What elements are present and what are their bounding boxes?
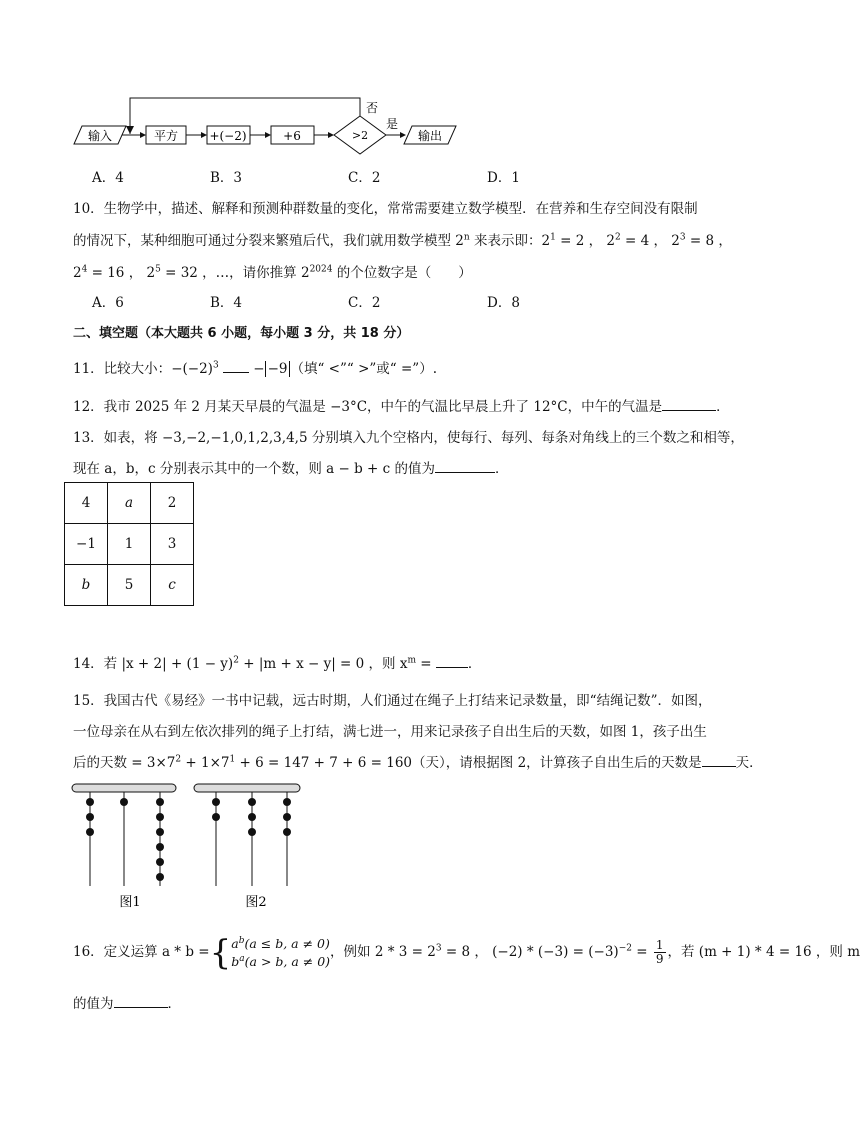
q10-exp-n: n	[463, 232, 470, 243]
q10-text: 来表示即：2	[469, 233, 551, 249]
q16-exp: 3	[435, 943, 442, 954]
q14-end: ．	[467, 656, 482, 672]
q15-line3	[73, 751, 763, 771]
table-row	[65, 524, 194, 565]
table-cell: a	[108, 483, 151, 524]
table-row	[65, 565, 194, 606]
q10-line2	[73, 229, 732, 249]
knot	[120, 798, 128, 806]
q9-option-a[interactable]: A．4	[92, 170, 124, 186]
knot	[156, 843, 164, 851]
q16-text: 16．定义运算 a * b =	[73, 944, 210, 960]
q11-expr: −(−2)	[171, 361, 213, 377]
knot	[283, 813, 291, 821]
knot	[248, 813, 256, 821]
q11-abs-inner: −9	[267, 361, 288, 377]
knot	[156, 828, 164, 836]
figure-2	[194, 784, 300, 910]
q10-exp: 4	[81, 264, 88, 275]
q13-answer-blank[interactable]	[435, 460, 495, 473]
q11-abs	[265, 361, 291, 377]
knot	[248, 828, 256, 836]
q10-text: 的情况下，某种细胞可通过分裂来繁殖后代，我们就用数学模型 2	[73, 233, 464, 249]
q14	[73, 652, 481, 672]
q11	[73, 357, 437, 377]
q10-exp: 5	[155, 264, 161, 275]
q15-answer-blank[interactable]	[702, 754, 736, 767]
fig2-rod	[194, 784, 300, 792]
q15-text: + 1×7	[181, 755, 230, 771]
q16-case-exp: a	[239, 953, 245, 964]
q16-case1	[231, 935, 330, 953]
q15-exp: 2	[175, 754, 182, 765]
table-cell: b	[65, 565, 108, 606]
q13-line1: 13．如表，将 −3,−2,−1,0,1,2,3,4,5 分别填入九个空格内，使每行、每列、每条对角线上的三个数之和相等，	[73, 430, 744, 446]
flowchart	[70, 92, 470, 154]
q15-text: 后的天数 = 3×7	[73, 755, 176, 771]
q10-exp: 3	[679, 232, 686, 243]
fraction-numerator: 1	[655, 938, 664, 952]
knot	[156, 858, 164, 866]
q12	[73, 395, 730, 415]
q16-text: = 8 ， (−2) * (−3) = (−3)	[441, 944, 619, 960]
add-neg2-label: +(−2)	[209, 129, 247, 143]
q9-option-c[interactable]: C．2	[348, 170, 381, 186]
q9-option-b[interactable]: B．3	[210, 170, 243, 186]
q15-end: 天．	[735, 755, 763, 771]
q10-text: 的个位数字是（ ）	[332, 265, 472, 281]
q15-exp: 1	[229, 754, 236, 765]
arrowhead-5	[400, 132, 406, 138]
q14-exp: m	[407, 655, 416, 666]
q13-end: ．	[494, 461, 509, 477]
q10-line3	[73, 261, 472, 281]
table-cell: 1	[108, 524, 151, 565]
table-cell: 3	[151, 524, 194, 565]
q11-answer-blank[interactable]	[223, 360, 249, 373]
q14-text: + |m + x − y| = 0 ，则 x	[238, 656, 408, 672]
q10-text: = 4 ， 2	[620, 233, 680, 249]
input-label: 输入	[87, 129, 113, 143]
q10-option-d[interactable]: D．8	[487, 295, 520, 311]
q16-text: ，若 (m + 1) * 4 = 16 ，则 m	[667, 944, 860, 960]
feedback-arrowhead	[126, 126, 134, 134]
q16-text: =	[631, 944, 652, 960]
table-cell: 2	[151, 483, 194, 524]
q16-cases	[231, 935, 330, 971]
knot-figures	[68, 782, 308, 912]
figure-1	[72, 784, 176, 910]
q12-text: 12．我市 2025 年 2 月某天早晨的气温是 −3°C，中午的气温比早晨上升了 12°C，中午的气温是	[73, 399, 663, 415]
q14-text: =	[415, 656, 432, 672]
q10-text: 2	[73, 265, 82, 281]
arrowhead-1	[140, 132, 146, 138]
q10-text: = 32 ，…，请你推算 2	[160, 265, 310, 281]
q15-text: + 6 = 147 + 7 + 6 = 160（天），请根据图 2，计算孩子自出生后的天数是	[235, 755, 702, 771]
q16-text: 的值为	[73, 996, 114, 1012]
q10-exp: 2024	[309, 264, 333, 275]
knot	[156, 813, 164, 821]
knot	[283, 798, 291, 806]
q16-end: ．	[167, 996, 181, 1012]
q10-option-c[interactable]: C．2	[348, 295, 381, 311]
knot	[86, 798, 94, 806]
fraction	[654, 939, 666, 966]
q16-case-cond: (a ≤ b, a ≠ 0)	[244, 935, 330, 951]
q16-case-text: b	[231, 953, 240, 969]
knot	[86, 828, 94, 836]
table-cell: −1	[65, 524, 108, 565]
q12-answer-blank[interactable]	[662, 398, 716, 411]
q11-minus: −	[253, 361, 265, 377]
magic-square-table	[64, 482, 194, 606]
left-brace: {	[209, 932, 232, 973]
fraction-denominator: 9	[655, 952, 664, 966]
table-row	[65, 483, 194, 524]
fig1-rod	[72, 784, 176, 792]
q16-case-cond: (a > b, a ≠ 0)	[244, 953, 331, 969]
q16-line2	[73, 992, 181, 1012]
knot	[86, 813, 94, 821]
q10-text: = 2 ， 2	[555, 233, 615, 249]
knot	[248, 798, 256, 806]
q15-line1: 15．我国古代《易经》一书中记载，远古时期，人们通过在绳子上打结来记录数量，即“结绳记数”．如图，	[73, 693, 712, 709]
no-label: 否	[366, 101, 379, 115]
output-label: 输出	[417, 129, 443, 143]
knot	[283, 828, 291, 836]
q10-exp: 2	[614, 232, 621, 243]
q11-exp: 3	[212, 360, 219, 371]
q10-text: = 8 ，	[685, 233, 732, 249]
q13-text: 现在 a，b，c 分别表示其中的一个数，则 a − b + c 的值为	[73, 461, 435, 477]
arrowhead-4	[328, 132, 334, 138]
q15-line2: 一位母亲在从右到左依次排列的绳子上打结，满七进一，用来记录孩子自出生后的天数，如图 1，孩子出生	[73, 724, 707, 740]
q16-case-text: a	[231, 935, 239, 951]
q16-answer-blank[interactable]	[114, 995, 168, 1008]
table-cell: 5	[108, 565, 151, 606]
square-label: 平方	[153, 129, 179, 143]
q13-line2	[73, 457, 508, 477]
arrowhead-2	[201, 132, 207, 138]
q10-exp: 1	[550, 232, 556, 243]
q10-option-b[interactable]: B．4	[210, 295, 243, 311]
knot	[156, 873, 164, 881]
q11-text: （填“ <”“ >”或“ =”）.	[290, 361, 437, 377]
table-cell: 4	[65, 483, 108, 524]
q10-text: = 16 ， 2	[87, 265, 156, 281]
table-cell: c	[151, 565, 194, 606]
q16-exp: −2	[618, 943, 632, 954]
q16-case2	[231, 953, 330, 971]
section-title: 二、填空题（本大题共 6 小题，每小题 3 分，共 18 分）	[73, 326, 410, 341]
q16-case-exp: b	[238, 935, 245, 946]
q16-text: ，例如 2 * 3 = 2	[330, 944, 436, 960]
knot	[212, 813, 220, 821]
knot	[212, 798, 220, 806]
q10-option-a[interactable]: A．6	[92, 295, 124, 311]
fig2-caption: 图2	[245, 895, 267, 910]
q14-exp: 2	[233, 655, 239, 666]
q12-end: ．	[716, 399, 730, 415]
arrowhead-3	[265, 132, 271, 138]
fig1-caption: 图1	[119, 895, 141, 910]
q14-text: 14．若 |x + 2| + (1 − y)	[73, 656, 234, 672]
condition-label: >2	[351, 129, 369, 142]
q10-line1: 10．生物学中，描述、解释和预测种群数量的变化，常常需要建立数学模型．在营养和生存空间没有限制	[73, 201, 698, 217]
q14-answer-blank[interactable]	[436, 655, 468, 668]
yes-label: 是	[386, 117, 399, 131]
add6-label: +6	[283, 129, 301, 143]
q16-line1	[73, 930, 860, 974]
q11-text: 11．比较大小：	[73, 361, 172, 377]
q9-option-d[interactable]: D．1	[487, 170, 520, 186]
knot	[156, 798, 164, 806]
